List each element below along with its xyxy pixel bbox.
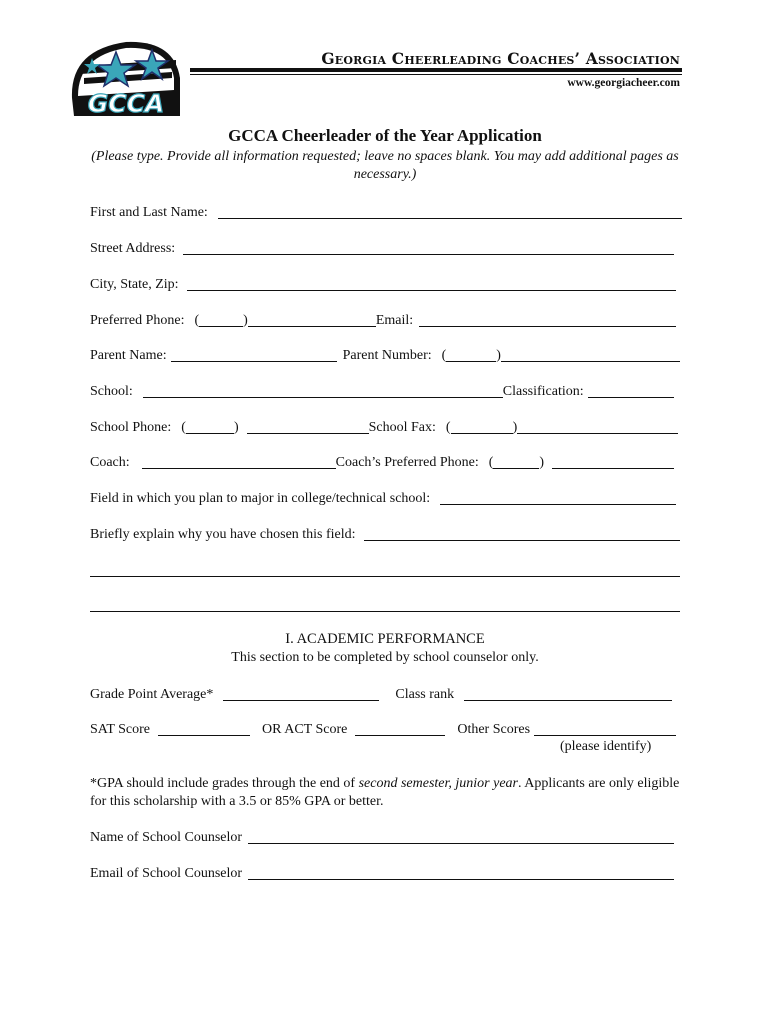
gpa-note-emphasis: second semester, junior year	[358, 776, 518, 791]
header-rule-thick	[190, 68, 682, 72]
act-label: OR ACT Score	[262, 722, 348, 737]
row-counselor-name	[90, 828, 674, 846]
coach-field[interactable]	[142, 455, 336, 469]
street-field[interactable]	[183, 241, 674, 255]
row-street	[90, 239, 674, 257]
sat-field[interactable]	[158, 722, 250, 736]
counselor-name-label: Name of School Counselor	[90, 830, 243, 845]
row-explain	[90, 525, 680, 543]
preferred-phone-field[interactable]	[248, 313, 376, 327]
email-field[interactable]	[419, 313, 676, 327]
preferred-phone-label: Preferred Phone:	[90, 313, 185, 328]
counselor-email-label: Email of School Counselor	[90, 866, 243, 881]
coach-phone-label: Coach’s Preferred Phone:	[335, 455, 479, 470]
row-phone-email	[90, 311, 676, 329]
explain-line-3[interactable]	[90, 611, 680, 612]
paren-open: (	[441, 348, 447, 363]
paren-open: (	[181, 420, 186, 435]
row-school-phone-fax	[90, 418, 678, 436]
coach-area-code-field[interactable]	[493, 455, 539, 469]
class-rank-label: Class rank	[395, 687, 455, 702]
paren-close: )	[243, 313, 248, 328]
class-rank-field[interactable]	[464, 687, 672, 701]
explain-line-2[interactable]	[90, 576, 680, 577]
parent-area-code-field[interactable]	[446, 348, 496, 362]
row-name	[90, 203, 682, 221]
logo-text: GCCA	[87, 89, 165, 118]
academic-subheading: This section to be completed by school counselor only.	[231, 650, 539, 665]
row-city	[90, 275, 676, 293]
counselor-email-field[interactable]	[248, 866, 674, 880]
preferred-phone-area-code-field[interactable]	[199, 313, 243, 327]
gcca-logo	[66, 38, 186, 120]
paren-open: (	[445, 420, 451, 435]
school-fax-area-code-field[interactable]	[451, 420, 513, 434]
city-label: City, State, Zip:	[90, 277, 179, 292]
row-test-scores	[90, 720, 676, 738]
school-phone-label: School Phone:	[90, 420, 172, 435]
classification-field[interactable]	[588, 384, 674, 398]
organization-name: Georgia Cheerleading Coaches’ Association	[321, 49, 680, 68]
gpa-note	[90, 775, 684, 811]
coach-phone-field[interactable]	[552, 455, 674, 469]
row-parent	[90, 346, 680, 364]
page-title: GCCA Cheerleader of the Year Application	[228, 126, 542, 145]
gpa-note-text-b: . Applicants are only eligible for this scholarship with a 3.5 or 85% GPA or better.	[90, 776, 680, 809]
header-rule-thin	[190, 74, 682, 75]
explain-label: Briefly explain why you have chosen this field:	[90, 527, 356, 542]
paren-close: )	[233, 420, 239, 435]
major-label: Field in which you plan to major in college/technical school:	[90, 491, 431, 506]
paren-close: )	[512, 420, 518, 435]
school-fax-label: School Fax:	[368, 420, 436, 435]
parent-number-label: Parent Number:	[342, 348, 432, 363]
school-label: School:	[90, 384, 133, 399]
classification-label: Classification:	[502, 384, 584, 399]
gpa-field[interactable]	[223, 687, 379, 701]
school-phone-area-code-field[interactable]	[186, 420, 234, 434]
counselor-name-field[interactable]	[248, 830, 674, 844]
other-scores-label: Other Scores	[457, 722, 531, 737]
row-gpa	[90, 685, 672, 703]
please-identify-note: (please identify)	[560, 739, 652, 754]
instructions: (Please type. Provide all information requested; leave no spaces blank. You may add additional pages as necessary.)	[91, 149, 679, 182]
row-counselor-email	[90, 864, 674, 882]
sat-label: SAT Score	[90, 722, 151, 737]
school-field[interactable]	[143, 384, 503, 398]
row-coach	[90, 453, 674, 471]
parent-name-label: Parent Name:	[90, 348, 167, 363]
row-major	[90, 489, 676, 507]
parent-number-field[interactable]	[501, 348, 680, 362]
other-scores-field[interactable]	[534, 722, 676, 736]
gpa-note-text-a: *GPA should include grades through the end of	[90, 776, 359, 791]
email-label: Email:	[375, 313, 414, 328]
gpa-label: Grade Point Average*	[90, 687, 214, 702]
website-url: www.georgiacheer.com	[567, 77, 680, 89]
paren-close: )	[496, 348, 501, 363]
paren-open: (	[194, 313, 200, 328]
coach-label: Coach:	[90, 455, 130, 470]
school-fax-field[interactable]	[517, 420, 678, 434]
paren-close: )	[539, 455, 545, 470]
row-school	[90, 382, 674, 400]
school-phone-field[interactable]	[247, 420, 369, 434]
street-label: Street Address:	[90, 241, 176, 256]
name-field[interactable]	[218, 205, 682, 219]
parent-name-field[interactable]	[171, 348, 337, 362]
academic-heading: I. ACADEMIC PERFORMANCE	[285, 631, 485, 647]
major-field[interactable]	[440, 491, 676, 505]
name-label: First and Last Name:	[90, 205, 208, 220]
paren-open: (	[488, 455, 494, 470]
act-field[interactable]	[355, 722, 445, 736]
explain-field[interactable]	[364, 527, 680, 541]
city-state-zip-field[interactable]	[187, 277, 676, 291]
